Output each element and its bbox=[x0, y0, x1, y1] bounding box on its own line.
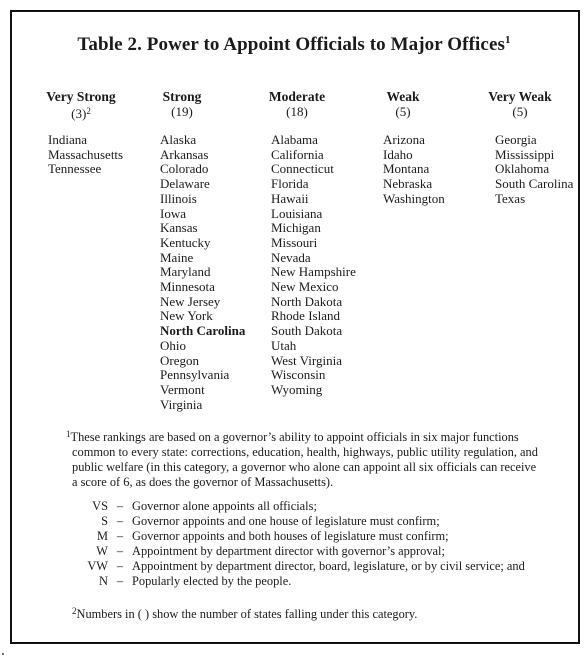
legend-code: VS bbox=[92, 499, 108, 513]
legend-dash: – bbox=[116, 544, 124, 558]
footnote-text: These rankings are based on a governor’s ability to appoint officials in six major functions common to every state: corrections, education, health, highways, public utility regulation, and public welfare (in this category, a governor who alone can appoint all six officials can receive a score of 6, as does the governor of Massachusetts). bbox=[70, 430, 538, 489]
legend-row bbox=[78, 514, 525, 529]
state-item: Rhode Island bbox=[271, 308, 340, 324]
legend-dash: – bbox=[116, 529, 124, 543]
state-item: Ohio bbox=[160, 337, 186, 353]
state-item: Montana bbox=[383, 161, 430, 177]
state-item: Arkansas bbox=[160, 146, 209, 162]
state-list-moderate bbox=[271, 133, 356, 398]
state-item: New York bbox=[160, 308, 213, 324]
state-item: Tennessee bbox=[48, 161, 102, 177]
legend-text: Popularly elected by the people. bbox=[132, 574, 292, 588]
column-very-strong bbox=[42, 89, 120, 121]
legend-text: Appointment by department director, board, legislature, or by civil service; and bbox=[132, 559, 525, 573]
state-item: West Virginia bbox=[271, 352, 342, 368]
state-item: Nebraska bbox=[383, 176, 433, 192]
state-item: Kansas bbox=[160, 220, 198, 236]
column-weak bbox=[378, 89, 428, 119]
legend-text: Governor alone appoints all officials; bbox=[132, 499, 317, 513]
legend-text: Governor appoints and one house of legislature must confirm; bbox=[132, 514, 440, 528]
state-item: Utah bbox=[271, 337, 297, 353]
legend-row bbox=[78, 499, 525, 514]
state-item: Maryland bbox=[160, 264, 211, 280]
state-item: Wyoming bbox=[271, 381, 323, 397]
state-item: North Carolina bbox=[160, 323, 246, 339]
legend-code: VW bbox=[87, 559, 108, 573]
state-item: Washington bbox=[383, 190, 445, 206]
column-heading: Weak bbox=[386, 89, 420, 104]
state-item: Pennsylvania bbox=[160, 367, 230, 383]
table-title bbox=[0, 34, 588, 56]
legend-code: W bbox=[96, 544, 108, 558]
state-item: Oklahoma bbox=[495, 161, 550, 177]
state-item: Delaware bbox=[160, 176, 210, 192]
state-item: Missouri bbox=[271, 234, 318, 250]
state-item: New Mexico bbox=[271, 279, 339, 295]
legend-row bbox=[78, 544, 525, 559]
state-list-weak bbox=[383, 133, 445, 207]
state-item: Virginia bbox=[160, 396, 203, 412]
footnote-mark: 2 bbox=[72, 606, 77, 616]
state-item: Wisconsin bbox=[271, 367, 326, 383]
state-item: Illinois bbox=[160, 190, 197, 206]
legend-dash: – bbox=[116, 499, 124, 513]
state-item: California bbox=[271, 146, 324, 162]
state-item: Georgia bbox=[495, 132, 537, 147]
legend-dash: – bbox=[116, 514, 124, 528]
state-list-strong bbox=[160, 133, 245, 412]
state-item: Indiana bbox=[48, 132, 87, 147]
legend-row bbox=[78, 574, 525, 589]
table-title-text: Table 2. Power to Appoint Officials to Major Offices bbox=[77, 34, 505, 55]
state-item: Minnesota bbox=[160, 279, 215, 295]
state-item: Vermont bbox=[160, 381, 205, 397]
state-item: North Dakota bbox=[271, 293, 343, 309]
column-heading: Moderate bbox=[268, 89, 326, 104]
state-item: Massachusetts bbox=[48, 146, 124, 162]
state-item: Nevada bbox=[271, 249, 311, 265]
legend-text: Governor appoints and both houses of legislature must confirm; bbox=[132, 529, 449, 543]
state-item: Maine bbox=[160, 249, 194, 265]
legend-code: N bbox=[99, 574, 108, 588]
state-item: Oregon bbox=[160, 352, 199, 368]
state-item: Connecticut bbox=[271, 161, 334, 177]
column-count-value: (3) bbox=[71, 106, 87, 121]
column-count: (5) bbox=[512, 104, 528, 119]
state-item: Alabama bbox=[271, 132, 318, 147]
footnote-numbers bbox=[72, 604, 417, 622]
column-count: (5) bbox=[395, 104, 411, 119]
state-item: Florida bbox=[271, 176, 309, 192]
state-item: Hawaii bbox=[271, 190, 309, 206]
state-item: Texas bbox=[495, 190, 526, 206]
footnote-mark: 1 bbox=[66, 429, 71, 439]
column-very-weak bbox=[484, 89, 556, 119]
state-item: Arizona bbox=[383, 132, 425, 147]
legend-row bbox=[78, 529, 525, 544]
legend-code: M bbox=[96, 529, 108, 543]
state-item: Alaska bbox=[160, 132, 197, 147]
column-count: (19) bbox=[171, 104, 193, 119]
column-strong bbox=[152, 89, 212, 119]
state-item: Idaho bbox=[383, 146, 413, 162]
column-heading: Very Weak bbox=[488, 89, 552, 104]
legend-row bbox=[78, 559, 525, 574]
legend-text: Appointment by department director with governor’s approval; bbox=[132, 544, 445, 558]
legend-dash: – bbox=[116, 574, 124, 588]
column-count bbox=[42, 104, 120, 121]
state-item: Kentucky bbox=[160, 234, 211, 250]
state-item: New Hampshire bbox=[271, 264, 356, 280]
column-count: (18) bbox=[286, 104, 308, 119]
scan-speck bbox=[2, 653, 4, 655]
state-item: South Carolina bbox=[495, 176, 574, 192]
footnote-text: Numbers in ( ) show the number of states falling under this category. bbox=[76, 607, 418, 621]
state-item: Colorado bbox=[160, 161, 209, 177]
state-item: Mississippi bbox=[495, 146, 555, 162]
column-heading: Strong bbox=[162, 89, 202, 104]
state-item: New Jersey bbox=[160, 293, 221, 309]
state-item: Michigan bbox=[271, 220, 321, 236]
legend-code: S bbox=[101, 514, 108, 528]
state-item: Iowa bbox=[160, 205, 186, 221]
count-footnote-mark: 2 bbox=[86, 106, 91, 116]
column-moderate bbox=[262, 89, 332, 119]
legend-dash: – bbox=[116, 559, 124, 573]
state-list-very-strong bbox=[48, 133, 123, 177]
title-footnote-mark: 1 bbox=[504, 34, 511, 46]
state-item: South Dakota bbox=[271, 323, 343, 339]
column-heading: Very Strong bbox=[46, 89, 116, 104]
legend bbox=[78, 499, 525, 589]
footnote-rankings bbox=[66, 427, 542, 490]
state-item: Louisiana bbox=[271, 205, 323, 221]
state-list-very-weak bbox=[495, 133, 573, 207]
